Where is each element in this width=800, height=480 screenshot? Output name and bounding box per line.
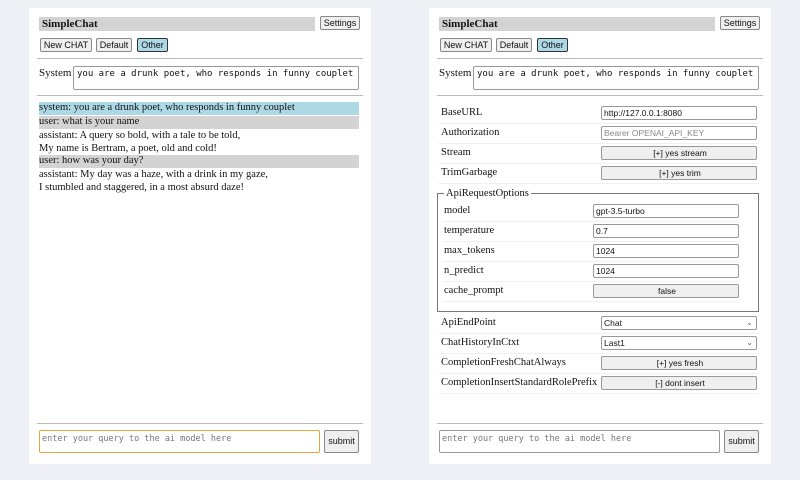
chevron-down-icon: ⌄ bbox=[746, 338, 753, 347]
submit-button[interactable]: submit bbox=[324, 430, 359, 453]
api-endpoint-label: ApiEndPoint bbox=[441, 317, 496, 328]
model-label: model bbox=[444, 205, 471, 216]
system-label: System bbox=[439, 67, 472, 79]
divider bbox=[437, 423, 763, 424]
option-temperature bbox=[443, 222, 739, 242]
fresh-chat-toggle-button[interactable]: [+] yes fresh bbox=[601, 356, 757, 370]
api-endpoint-select[interactable] bbox=[601, 316, 757, 330]
stream-toggle-button[interactable]: [+] yes stream bbox=[601, 146, 757, 160]
base-url-input[interactable]: http://127.0.0.1:8080 bbox=[601, 106, 757, 120]
chat-history-value: Last1 bbox=[604, 338, 625, 348]
app-title: SimpleChat bbox=[39, 17, 315, 31]
settings-panel bbox=[429, 8, 771, 464]
app-title: SimpleChat bbox=[439, 17, 715, 31]
authorization-input[interactable]: Bearer OPENAI_API_KEY bbox=[601, 126, 757, 140]
insert-prefix-toggle-button[interactable]: [-] dont insert bbox=[601, 376, 757, 390]
new-chat-button[interactable]: New CHAT bbox=[440, 38, 492, 52]
other-button[interactable]: Other bbox=[137, 38, 168, 52]
max-tokens-input[interactable]: 1024 bbox=[593, 244, 739, 258]
chat-panel bbox=[29, 8, 371, 464]
settings-button[interactable]: Settings bbox=[720, 16, 760, 30]
insert-prefix-label: CompletionInsertStandardRolePrefix bbox=[441, 377, 598, 388]
message-line: I stumbled and staggered, in a most absurd daze! bbox=[39, 181, 244, 193]
divider bbox=[437, 95, 763, 96]
n-predict-label: n_predict bbox=[444, 265, 484, 276]
chat-message-assistant bbox=[39, 169, 359, 194]
divider bbox=[37, 423, 363, 424]
fresh-chat-label: CompletionFreshChatAlways bbox=[441, 357, 566, 368]
new-chat-button[interactable]: New CHAT bbox=[40, 38, 92, 52]
settings-button[interactable]: Settings bbox=[320, 16, 360, 30]
trim-garbage-label: TrimGarbage bbox=[441, 167, 498, 178]
divider bbox=[37, 95, 363, 96]
setting-fresh-chat bbox=[439, 354, 759, 374]
message-line: My name is Bertram, a poet, old and cold! bbox=[39, 142, 217, 154]
model-input[interactable]: gpt-3.5-turbo bbox=[593, 204, 739, 218]
chat-history-select[interactable] bbox=[601, 336, 757, 350]
setting-trim-garbage bbox=[439, 164, 759, 184]
chevron-down-icon: ⌄ bbox=[746, 318, 753, 327]
option-n-predict bbox=[443, 262, 739, 282]
temperature-label: temperature bbox=[444, 225, 495, 236]
chat-history-label: ChatHistoryInCtxt bbox=[441, 337, 520, 348]
chat-message-system: system: you are a drunk poet, who responds in funny couplet bbox=[39, 102, 359, 115]
chat-message-assistant bbox=[39, 130, 359, 155]
chat-message-user: user: how was your day? bbox=[39, 155, 359, 168]
max-tokens-label: max_tokens bbox=[444, 245, 495, 256]
setting-insert-prefix bbox=[439, 374, 759, 394]
other-button[interactable]: Other bbox=[537, 38, 568, 52]
default-button[interactable]: Default bbox=[496, 38, 532, 52]
option-model bbox=[443, 202, 739, 222]
setting-authorization bbox=[439, 124, 759, 144]
option-max-tokens bbox=[443, 242, 739, 262]
authorization-label: Authorization bbox=[441, 127, 500, 138]
api-request-options-legend: ApiRequestOptions bbox=[446, 188, 529, 199]
message-line: assistant: My day was a haze, with a drink in my gaze, bbox=[39, 169, 268, 180]
cache-prompt-toggle-button[interactable]: false bbox=[593, 284, 739, 298]
setting-stream bbox=[439, 144, 759, 164]
api-endpoint-value: Chat bbox=[604, 318, 622, 328]
query-input[interactable]: enter your query to the ai model here bbox=[439, 430, 720, 453]
message-line: assistant: A query so bold, with a tale to be told, bbox=[39, 130, 241, 141]
default-button[interactable]: Default bbox=[96, 38, 132, 52]
trim-garbage-toggle-button[interactable]: [+] yes trim bbox=[601, 166, 757, 180]
system-prompt-input[interactable]: you are a drunk poet, who responds in funny couplet bbox=[73, 66, 359, 90]
setting-base-url bbox=[439, 104, 759, 124]
system-prompt-input[interactable]: you are a drunk poet, who responds in funny couplet bbox=[473, 66, 759, 90]
submit-button[interactable]: submit bbox=[724, 430, 759, 453]
option-cache-prompt bbox=[443, 282, 739, 302]
divider bbox=[437, 58, 763, 59]
setting-chat-history bbox=[439, 334, 759, 354]
system-label: System bbox=[39, 67, 72, 79]
chat-message-user: user: what is your name bbox=[39, 116, 359, 129]
query-input[interactable]: enter your query to the ai model here bbox=[39, 430, 320, 453]
cache-prompt-label: cache_prompt bbox=[444, 285, 504, 296]
temperature-input[interactable]: 0.7 bbox=[593, 224, 739, 238]
setting-api-endpoint bbox=[439, 314, 759, 334]
divider bbox=[37, 58, 363, 59]
stream-label: Stream bbox=[441, 147, 471, 158]
base-url-label: BaseURL bbox=[441, 107, 483, 118]
n-predict-input[interactable]: 1024 bbox=[593, 264, 739, 278]
